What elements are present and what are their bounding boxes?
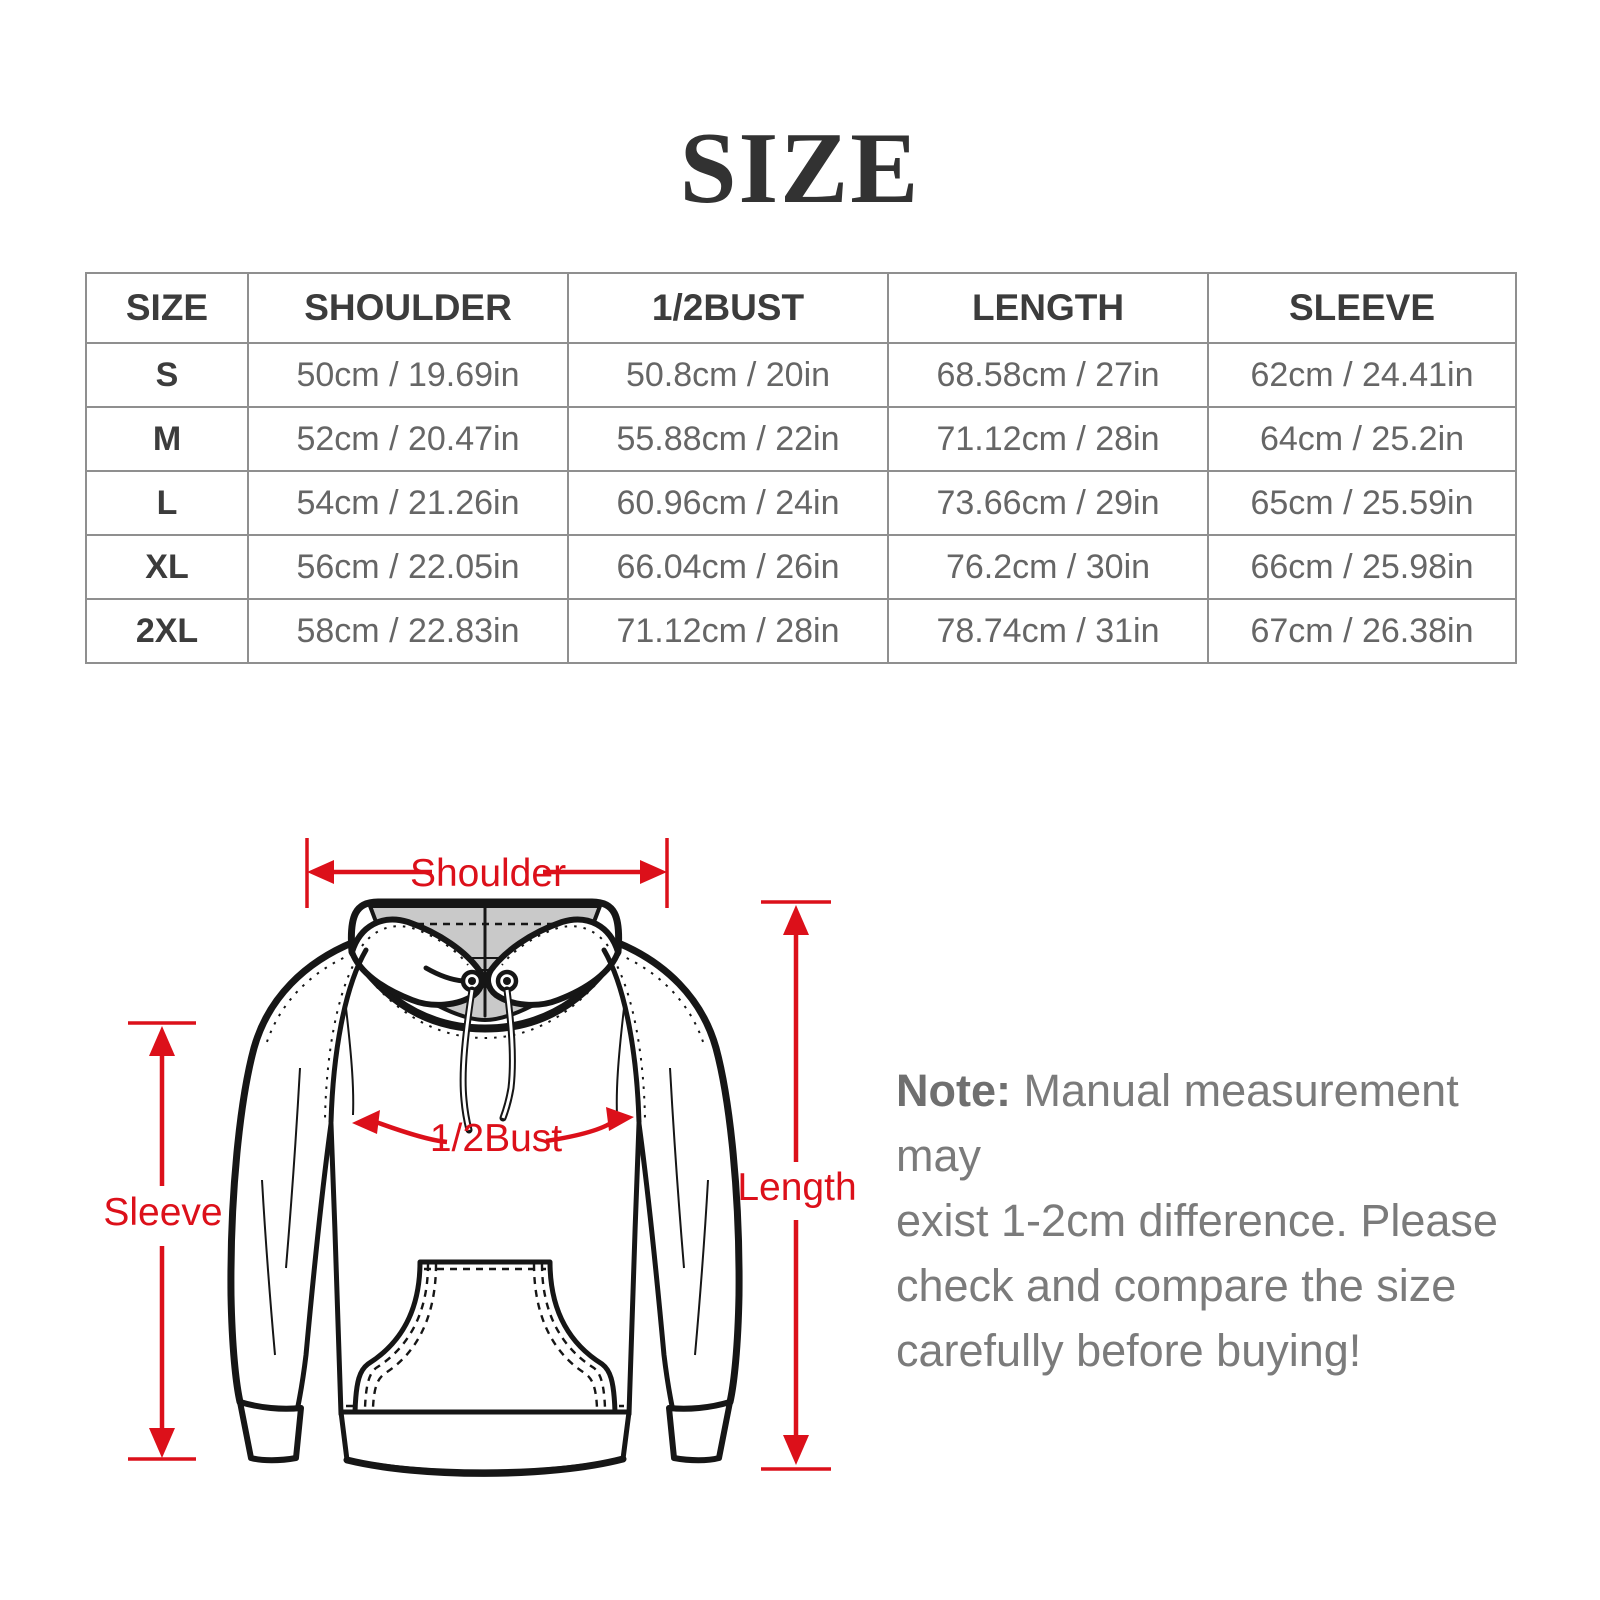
column-header: SLEEVE bbox=[1208, 273, 1516, 343]
column-header: SHOULDER bbox=[248, 273, 568, 343]
hoodie-illustration bbox=[231, 902, 739, 1473]
cuff-right bbox=[669, 1402, 730, 1460]
measurement-cell: 58cm / 22.83in bbox=[248, 599, 568, 663]
size-cell: M bbox=[86, 407, 248, 471]
sleeve-crease bbox=[670, 1068, 684, 1268]
length-label: Length bbox=[737, 1166, 857, 1209]
sleeve-crease bbox=[695, 1180, 708, 1355]
eyelet-right-hole bbox=[503, 977, 511, 985]
eyelet-left-hole bbox=[468, 977, 476, 985]
sleeve-inner-left bbox=[298, 1124, 331, 1406]
sleeve-label: Sleeve bbox=[103, 1191, 223, 1234]
half-bust-label: 1/2Bust bbox=[429, 1117, 563, 1160]
waistband bbox=[341, 1412, 629, 1472]
sleeve-arrow bbox=[103, 1023, 222, 1459]
page-title: SIZE bbox=[679, 112, 921, 225]
measurement-cell: 56cm / 22.05in bbox=[248, 535, 568, 599]
length-arrow bbox=[737, 902, 856, 1469]
measurement-cell: 64cm / 25.2in bbox=[1208, 407, 1516, 471]
note-prefix: Note: bbox=[896, 1065, 1024, 1116]
measurement-cell: 62cm / 24.41in bbox=[1208, 343, 1516, 407]
note-line: carefully before buying! bbox=[896, 1325, 1362, 1376]
sleeve-crease bbox=[262, 1180, 275, 1355]
measurement-cell: 73.66cm / 29in bbox=[888, 471, 1208, 535]
measurement-cell: 68.58cm / 27in bbox=[888, 343, 1208, 407]
measurement-cell: 71.12cm / 28in bbox=[888, 407, 1208, 471]
armpit-crease bbox=[346, 1008, 353, 1115]
note-line: Note: Manual measurement may bbox=[896, 1065, 1459, 1181]
column-header: LENGTH bbox=[888, 273, 1208, 343]
body-side-right bbox=[629, 1124, 639, 1414]
sleeve-crease bbox=[286, 1068, 300, 1268]
measurement-cell: 55.88cm / 22in bbox=[568, 407, 888, 471]
column-header: 1/2BUST bbox=[568, 273, 888, 343]
measurement-cell: 50cm / 19.69in bbox=[248, 343, 568, 407]
sleeve-inner-right bbox=[639, 1124, 672, 1406]
column-header: SIZE bbox=[86, 273, 248, 343]
note-line: check and compare the size bbox=[896, 1260, 1457, 1311]
measurement-cell: 66cm / 25.98in bbox=[1208, 535, 1516, 599]
shoulder-label: Shoulder bbox=[409, 852, 567, 895]
armpit-crease bbox=[617, 1008, 624, 1115]
note-line: exist 1-2cm difference. Please bbox=[896, 1195, 1498, 1246]
measurement-cell: 60.96cm / 24in bbox=[568, 471, 888, 535]
measurement-cell: 50.8cm / 20in bbox=[568, 343, 888, 407]
measurement-note bbox=[896, 1058, 1546, 1383]
measurement-cell: 66.04cm / 26in bbox=[568, 535, 888, 599]
size-cell: L bbox=[86, 471, 248, 535]
measurement-cell: 78.74cm / 31in bbox=[888, 599, 1208, 663]
cuff-left bbox=[240, 1402, 301, 1460]
note-text bbox=[896, 1058, 1546, 1383]
measurement-cell: 52cm / 20.47in bbox=[248, 407, 568, 471]
size-cell: 2XL bbox=[86, 599, 248, 663]
shoulder-arrow bbox=[307, 838, 667, 908]
kangaroo-pocket bbox=[355, 1262, 615, 1412]
size-cell: XL bbox=[86, 535, 248, 599]
measurement-cell: 65cm / 25.59in bbox=[1208, 471, 1516, 535]
size-cell: S bbox=[86, 343, 248, 407]
measurement-cell: 71.12cm / 28in bbox=[568, 599, 888, 663]
measurement-cell: 67cm / 26.38in bbox=[1208, 599, 1516, 663]
body-side-left bbox=[331, 1124, 341, 1414]
measurement-cell: 76.2cm / 30in bbox=[888, 535, 1208, 599]
half-bust-arrow bbox=[352, 1107, 634, 1160]
measurement-cell: 54cm / 21.26in bbox=[248, 471, 568, 535]
